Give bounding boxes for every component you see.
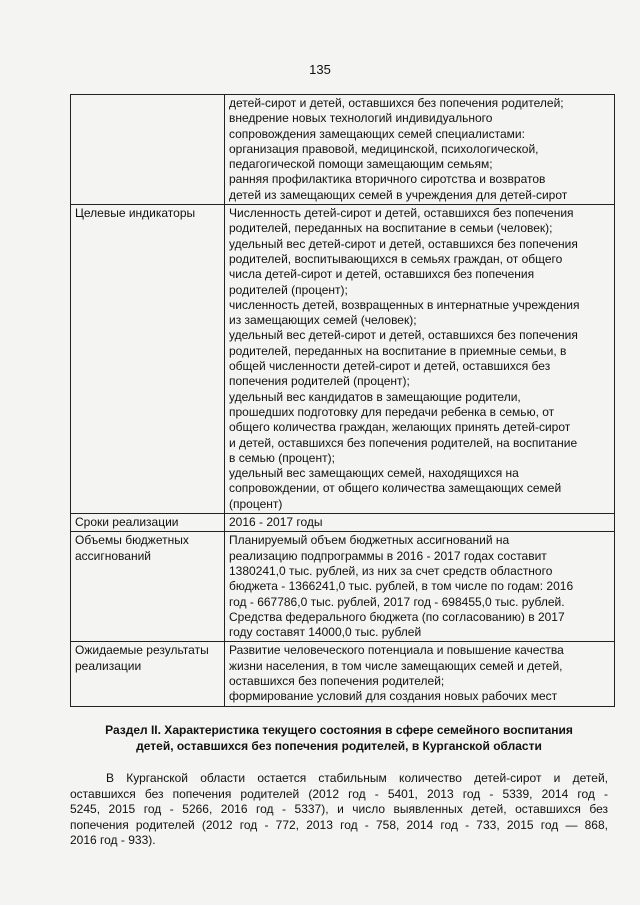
row-label-cell <box>71 514 225 532</box>
row-value-line: числа детей-сирот и детей, оставшихся без попечения <box>229 267 535 282</box>
row-value-cell <box>225 205 615 514</box>
row-value-cell <box>225 95 615 205</box>
paragraph-line: оставшихся без попечения родителей (2012 год - 5401, 2013 год - 5339, 2014 год - <box>70 786 608 801</box>
row-value-line: ранняя профилактика вторичного сиротства и возвратов <box>229 172 546 187</box>
row-label-line: ассигнований <box>75 548 152 563</box>
row-value-line: Средства федерального бюджета (по согласованию) в 2017 <box>229 609 565 624</box>
row-label-line: реализации <box>75 658 142 673</box>
row-value-line: 2016 - 2017 годы <box>229 515 323 530</box>
subprogram-passport-table <box>70 94 615 707</box>
row-value-line: детей-сирот и детей, оставшихся без попечения родителей; <box>229 96 564 110</box>
row-value-line: оставшихся без попечения родителей; <box>229 673 445 688</box>
row-value-line: Планируемый объем бюджетных ассигнований на <box>229 533 510 548</box>
row-value-line: родителей (процент); <box>229 282 348 297</box>
row-value-line: удельный вес кандидатов в замещающие родители, <box>229 389 521 404</box>
row-value-line: сопровождения замещающих семей специалистами: <box>229 126 525 141</box>
paragraph-line: попечения родителей (2012 год - 772, 2013 год - 758, 2014 год - 733, 2015 год — 868, <box>70 817 608 832</box>
row-value-line: удельный вес детей-сирот и детей, оставшихся без попечения <box>229 236 578 251</box>
row-value-cell <box>225 642 615 706</box>
row-label-cell <box>71 532 225 642</box>
paragraph-line: 2016 год - 933). <box>70 833 156 847</box>
section-paragraph <box>70 771 608 849</box>
row-value-line: детей из замещающих семей в учреждения для детей-сирот <box>229 187 568 202</box>
row-label-cell <box>71 95 225 205</box>
row-value-line: в семью (процент); <box>229 450 335 465</box>
table-row <box>71 205 615 514</box>
row-value-cell <box>225 514 615 532</box>
row-value-line: сопровождении, от общего количества замещающих семей <box>229 481 562 496</box>
row-value-line: общего количества граждан, желающих принять детей-сирот <box>229 420 571 435</box>
row-value-line: из замещающих семей (человек); <box>229 313 417 328</box>
row-label-cell <box>71 205 225 514</box>
row-label-cell <box>71 642 225 706</box>
paragraph-line: В Курганской области остается стабильным количество детей-сирот и детей, <box>106 771 608 785</box>
row-value-cell <box>225 532 615 642</box>
row-label-line: Сроки реализации <box>75 515 179 530</box>
row-value-line: удельный вес детей-сирот и детей, оставшихся без попечения <box>229 328 578 343</box>
row-label-line: Целевые индикаторы <box>75 206 196 221</box>
row-value-line: (процент) <box>229 496 283 511</box>
row-label-line: Объемы бюджетных <box>75 533 189 548</box>
row-value-line: реализацию подпрограммы в 2016 - 2017 годах составит <box>229 548 547 563</box>
row-value-line: общей численности детей-сирот и детей, оставшихся без <box>229 359 551 374</box>
table-row <box>71 642 615 706</box>
row-value-line: внедрение новых технологий индивидуального <box>229 111 493 126</box>
row-value-line: родителей, переданных на воспитание в семьи (человек); <box>229 221 553 236</box>
row-value-line: численность детей, возвращенных в интернатные учреждения <box>229 297 580 312</box>
page-number: 135 <box>309 62 331 77</box>
row-value-line: организация правовой, медицинской, психологической, <box>229 141 539 156</box>
table-row <box>71 532 615 642</box>
table-row <box>71 514 615 532</box>
section-heading-line: Раздел II. Характеристика текущего состояния в сфере семейного воспитания <box>105 723 573 737</box>
row-value-line: бюджета - 1366241,0 тыс. рублей, в том числе по годам: 2016 <box>229 579 574 594</box>
row-value-line: педагогической помощи замещающим семьям; <box>229 157 493 172</box>
row-value-line: 1380241,0 тыс. рублей, из них за счет средств областного <box>229 563 553 578</box>
row-value-line: году составят 14000,0 тыс. рублей <box>229 625 422 640</box>
row-value-line: прошедших подготовку для передачи ребенка в семью, от <box>229 404 555 419</box>
row-value-line: родителей, воспитывающихся в семьях граждан, от общего <box>229 251 563 266</box>
row-value-line: Развитие человеческого потенциала и повышение качества <box>229 643 564 658</box>
paragraph-line: 5245, 2015 год - 5266, 2016 год - 5337), и число выявленных детей, оставшихся без <box>70 802 608 816</box>
table-row <box>71 95 615 205</box>
row-value-line: удельный вес замещающих семей, находящихся на <box>229 466 519 481</box>
row-value-line: и детей, оставшихся без попечения родителей, на воспитание <box>229 435 578 450</box>
row-value-line: попечения родителей (процент); <box>229 374 410 389</box>
row-value-line: Численность детей-сирот и детей, оставшихся без попечения <box>229 206 574 221</box>
section-heading <box>70 722 608 754</box>
row-value-line: год - 667786,0 тыс. рублей, 2017 год - 698455,0 тыс. рублей. <box>229 594 565 609</box>
row-value-line: жизни населения, в том числе замещающих семей и детей, <box>229 658 563 673</box>
section-heading-line: детей, оставшихся без попечения родителей, в Курганской области <box>136 739 542 753</box>
row-value-line: формирование условий для создания новых рабочих мест <box>229 689 558 704</box>
row-value-line: родителей, переданных на воспитание в приемные семьи, в <box>229 343 567 358</box>
row-label-line: Ожидаемые результаты <box>75 643 209 658</box>
